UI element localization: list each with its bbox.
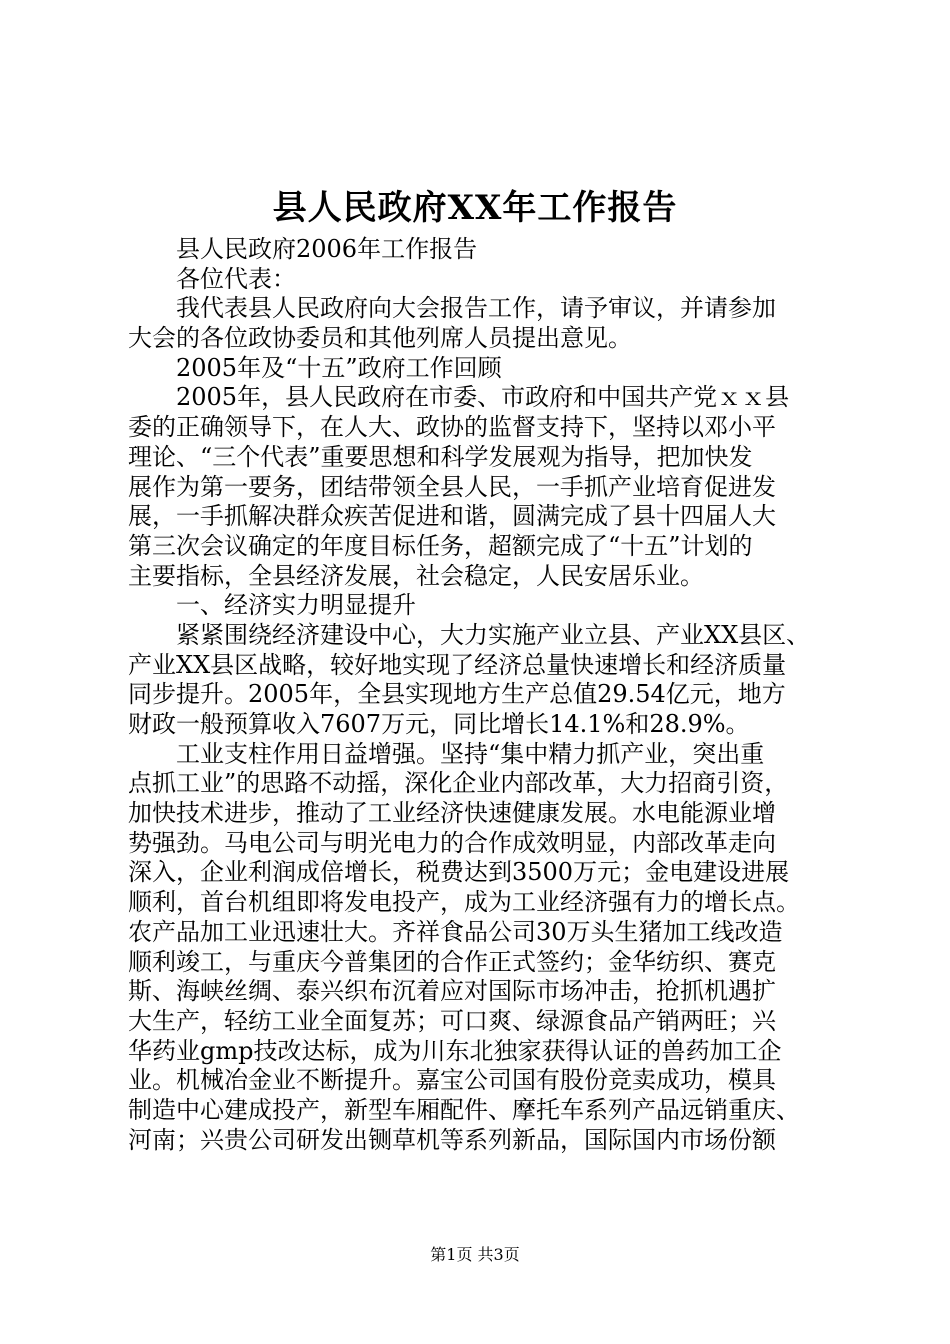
text-line: 一、经济实力明显提升 [176,591,416,620]
text-line: 紧紧围绕经济建设中心，大力实施产业立县、产业XX县区、 [176,620,811,649]
text-line: 顺利竣工，与重庆今普集团的合作正式签约；金华纺织、赛克 [128,947,776,976]
text-line: 大会的各位政协委员和其他列席人员提出意见。 [128,324,632,353]
text-line: 第三次会议确定的年度目标任务，超额完成了“十五”计划的 [128,531,753,560]
text-line: 华药业gmp技改达标，成为川东北独家获得认证的兽药加工企 [128,1036,782,1065]
text-line: 点抓工业”的思路不动摇，深化企业内部改革，大力招商引资， [128,769,789,798]
text-line: 农产品加工业迅速壮大。齐祥食品公司30万头生猪加工线改造 [128,917,783,946]
text-line: 制造中心建成投产，新型车厢配件、摩托车系列产品远销重庆、 [128,1095,800,1124]
document-body [128,235,832,1155]
text-line: 财政一般预算收入7607万元，同比增长14.1%和28.9%。 [128,710,750,738]
text-line: 势强劲。马电公司与明光电力的合作成效明显，内部改革走向 [128,828,776,857]
text-line: 展，一手抓解决群众疾苦促进和谐，圆满完成了县十四届人大 [128,502,776,531]
text-line: 产业XX县区战略，较好地实现了经济总量快速增长和经济质量 [128,650,787,679]
text-line: 委的正确领导下，在人大、政协的监督支持下，坚持以邓小平 [128,413,776,442]
text-line: 主要指标，全县经济发展，社会稳定，人民安居乐业。 [128,561,704,590]
text-line: 业。机械冶金业不断提升。嘉宝公司国有股份竞卖成功，模具 [128,1066,776,1095]
text-line: 理论、“三个代表”重要思想和科学发展观为指导，把加快发 [128,442,753,471]
text-line: 我代表县人民政府向大会报告工作，请予审议，并请参加 [176,294,776,323]
text-line: 2005年及“十五”政府工作回顾 [176,353,502,382]
text-line: 大生产，轻纺工业全面复苏；可口爽、绿源食品产销两旺；兴 [128,1006,776,1035]
document-title: 县人民政府XX年工作报告 [272,188,678,228]
text-line: 深入，企业利润成倍增长，税费达到3500万元；金电建设进展 [128,858,790,887]
text-line: 县人民政府2006年工作报告 [176,235,478,263]
text-line: 斯、海峡丝绸、泰兴织布沉着应对国际市场冲击，抢抓机遇扩 [128,977,776,1006]
text-line: 2005年，县人民政府在市委、市政府和中国共产党ｘｘ县 [176,383,790,412]
text-line: 加快技术进步，推动了工业经济快速健康发展。水电能源业增 [128,799,776,828]
text-line: 河南；兴贵公司研发出铡草机等系列新品，国际国内市场份额 [128,1125,776,1154]
text-line: 顺利，首台机组即将发电投产，成为工业经济强有力的增长点。 [128,888,800,917]
text-line: 同步提升。2005年，全县实现地方生产总值29.54亿元，地方 [128,680,786,709]
text-line: 各位代表： [176,264,296,293]
text-line: 展作为第一要务，团结带领全县人民，一手抓产业培育促进发 [128,472,776,501]
page-footer: 第1页 共3页 [430,1245,520,1264]
text-line: 工业支柱作用日益增强。坚持“集中精力抓产业，突出重 [176,739,765,768]
